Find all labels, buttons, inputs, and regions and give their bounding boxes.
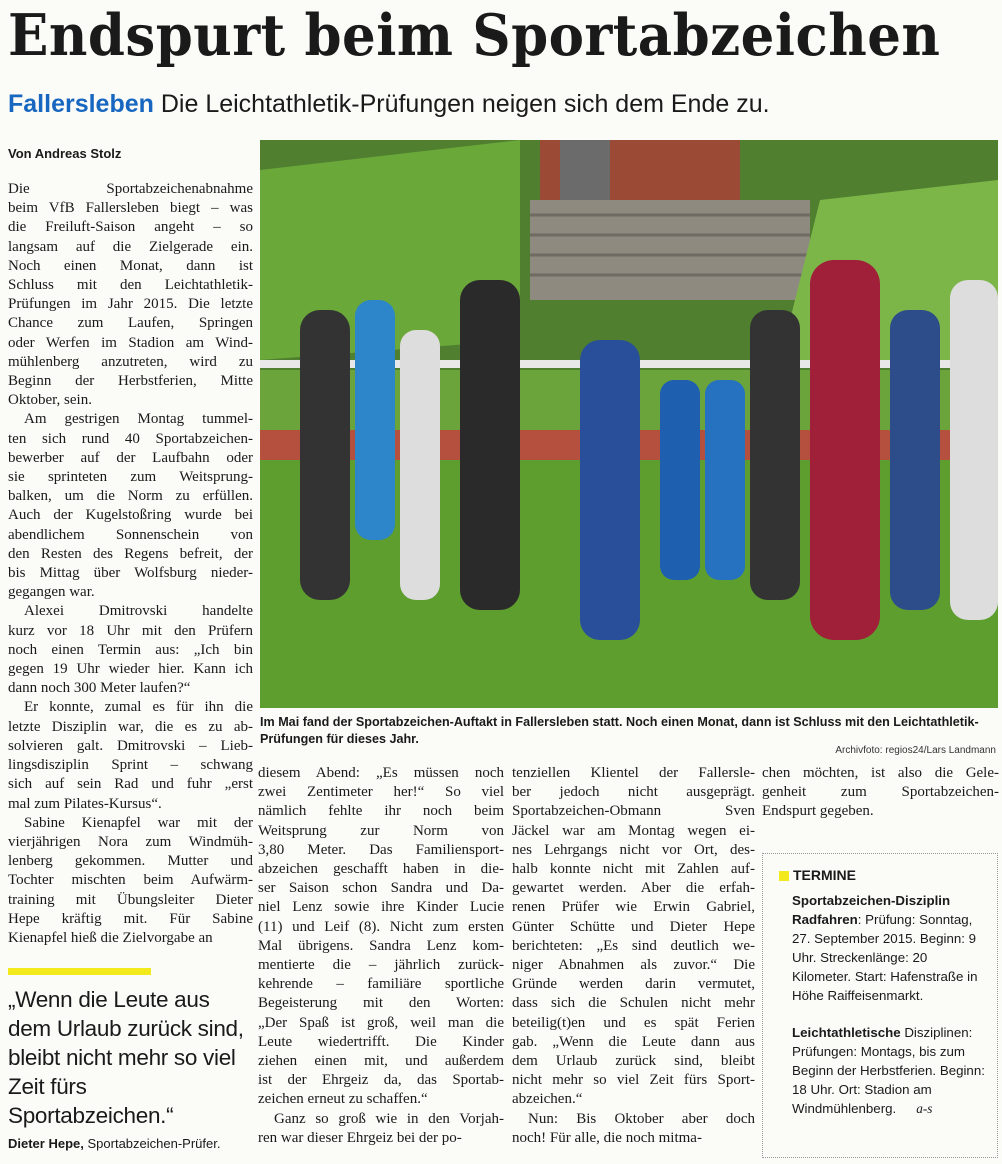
text-line: nes Lehrgangs nicht vor Ort, des- xyxy=(512,841,755,858)
text-line: letzte Disziplin war, die es zu ab- xyxy=(8,718,253,735)
text-line: Hepe kräftig mit. Für Sabine xyxy=(8,910,253,927)
subheadline xyxy=(8,90,770,119)
paragraph xyxy=(762,764,999,822)
pull-quote xyxy=(8,968,253,1151)
text-line: Kienapfel hieß die Zielvorgabe an xyxy=(8,929,213,946)
text-line: Leute wiedertrifft. Die Kinder xyxy=(258,1033,504,1050)
paragraph xyxy=(258,1110,504,1148)
text-line: Schluss mit den Leichtathletik- xyxy=(8,277,253,294)
text-line: ren war dieser Ehrgeiz bei der po- xyxy=(258,1129,462,1146)
photo-caption: Im Mai fand der Sportabzeichen-Auftakt in Fallersleben statt. Noch einen Monat, dann ist Schluss mit den Leichtathletik-Prüfungen für dieses Jahr. xyxy=(260,715,979,746)
text-line: Jäckel war am Montag wegen ei- xyxy=(512,822,755,839)
photo-credit: Archivfoto: regios24/Lars Landmann xyxy=(835,745,996,756)
text-line: abzeichen.“ xyxy=(512,1091,583,1108)
text-line: Die Sportabzeichenabnahme xyxy=(8,181,253,197)
text-line: zwei Zentimeter her!“ So viel xyxy=(258,784,504,801)
text-line: genheit zum Sportabzeichen- xyxy=(762,784,999,801)
paragraph xyxy=(512,1110,755,1148)
text-line: Begeisterung mit den Worten: xyxy=(258,995,504,1012)
pull-quote-source xyxy=(8,1136,253,1151)
text-line: Alexei Dmitrovski handelte xyxy=(24,603,253,620)
text-line: ber jedoch nicht ausgeprägt. xyxy=(512,784,755,801)
text-line: dem Urlaub zurück sind, bleibt xyxy=(512,1053,755,1070)
article-column-3 xyxy=(512,764,755,1148)
text-line: ser Saison schon Sandra und Da- xyxy=(258,880,504,897)
entry-text: : Prüfung: Sonntag, 27. September 2015. Beginn: 9 Uhr. Streckenlänge: 20 Kilometer. Start: Hafenstraße in Höhe Raiffeisenmarkt. xyxy=(792,912,978,1003)
quote-author: Dieter Hepe, xyxy=(8,1136,84,1151)
text-line: Am gestrigen Montag tummel- xyxy=(24,411,253,428)
article-photo xyxy=(260,140,998,708)
text-line: diesem Abend: „Es müssen noch xyxy=(258,765,504,781)
text-line: ziehen einen mit, und außerdem xyxy=(258,1053,504,1070)
text-line: balken, um die Norm zu erfüllen. xyxy=(8,488,253,505)
text-line: mühlenberg anzutreten, wird zu xyxy=(8,353,253,370)
text-line: gab. „Wenn die Leute dann aus xyxy=(512,1033,755,1050)
text-line: Gründe werden darin vermutet, xyxy=(512,976,755,993)
text-line: die Freiluft-Saison angeht – so xyxy=(8,219,253,236)
article-column-2 xyxy=(258,764,504,1148)
paragraph xyxy=(8,180,253,410)
text-line: chen möchten, ist also die Gele- xyxy=(762,765,999,781)
text-line: noch einen Termin aus: „Ich bin xyxy=(8,641,253,658)
text-line: gewartet werden. Aber die erfah- xyxy=(512,880,755,897)
text-line: abendlichem Sonnenschein von xyxy=(8,526,253,543)
text-line: beim VfB Fallersleben biegt – was xyxy=(8,200,253,217)
text-line: sich auf sein Rad und fuhr „erst xyxy=(8,776,253,793)
text-line: bis Mittag über Wolfsburg nieder- xyxy=(8,565,253,582)
termine-heading xyxy=(779,866,989,885)
text-line: Prüfungen im Jahr 2015. Die letzte xyxy=(8,296,253,313)
text-line: Sabine Kienapfel war mit der xyxy=(24,814,253,831)
text-line: mal zum Pilates-Kursus“. xyxy=(8,795,162,812)
text-line: „Der Spaß ist groß, weil man die xyxy=(258,1014,504,1031)
text-line: Er konnte, zumal es für ihn die xyxy=(24,699,253,716)
text-line: beteilig(t)en und es spät Ferien xyxy=(512,1014,755,1031)
pull-quote-text: „Wenn die Leute aus dem Urlaub zurück sind, bleibt nicht mehr so viel Zeit fürs Sportabzeichen.“ xyxy=(8,987,244,1128)
text-line: Auch der Kugelstoßring wurde bei xyxy=(8,507,253,524)
text-line: noch! Für alle, die noch mitma- xyxy=(512,1129,702,1146)
text-line: nicht mehr so viel Zeit fürs Sport- xyxy=(512,1072,755,1089)
text-line: 3,80 Meter. Das Familiensport- xyxy=(258,841,504,858)
location-label: Fallersleben xyxy=(8,90,154,118)
termine-title: TERMINE xyxy=(793,867,856,883)
paragraph xyxy=(8,814,253,948)
text-line: niger Abnahmen als zuvor.“ Die xyxy=(512,957,755,974)
text-line: lenberg gekommen. Mutter und xyxy=(8,853,253,870)
article-column-1 xyxy=(8,180,253,948)
text-line: Sportabzeichen-Obmann Sven xyxy=(512,803,755,820)
text-line: tenziellen Klientel der Fallersle- xyxy=(512,765,755,781)
text-line: ist der Ehrgeiz da, das Sportab- xyxy=(258,1072,504,1089)
entry-title: Leichtathletische xyxy=(792,1025,901,1040)
text-line: langsam auf die Zielgerade ein. xyxy=(8,238,253,255)
text-line: training mit Übungsleiter Dieter xyxy=(8,891,253,908)
author-signature: a-s xyxy=(916,1101,933,1116)
text-line: gegen 19 Uhr wieder hier. Kann ich xyxy=(8,661,253,678)
text-line: Oktober, sein. xyxy=(8,392,92,409)
text-line: niel Lenz sowie ihre Kinder Lucie xyxy=(258,899,504,916)
termine-entry xyxy=(777,1023,989,1118)
text-line: dass sich die Schulen nicht mehr xyxy=(512,995,755,1012)
text-line: abzeichen geschafft haben in die- xyxy=(258,861,504,878)
text-line: gegangen war. xyxy=(8,584,95,601)
entry-title: Sportabzeichen-Disziplin Radfahren xyxy=(792,893,951,927)
headline: Endspurt beim Sportabzeichen xyxy=(8,2,941,69)
text-line: Tochter mischten beim Aufwärm- xyxy=(8,872,253,889)
highlight-bar xyxy=(8,968,151,975)
text-line: kehrende – familiäre sportliche xyxy=(258,976,504,993)
paragraph xyxy=(8,698,253,813)
text-line: Günter Schütte und Dieter Hepe xyxy=(512,918,755,935)
text-line: dann noch 300 Meter laufen?“ xyxy=(8,680,191,697)
text-line: Endspurt gegeben. xyxy=(762,803,874,820)
text-line: kurz vor 18 Uhr mit den Prüfern xyxy=(8,622,253,639)
text-line: Chance zum Laufen, Springen xyxy=(8,315,253,332)
text-line: Noch einen Monat, dann ist xyxy=(8,257,253,274)
text-line: nämlich fehlte ihr noch beim xyxy=(258,803,504,820)
text-line: mentierte die – jährlich zurück- xyxy=(258,957,504,974)
paragraph xyxy=(512,764,755,1110)
quote-role: Sportabzeichen-Prüfer. xyxy=(87,1136,221,1151)
text-line: Nun: Bis Oktober aber doch xyxy=(528,1110,755,1127)
text-line: bewerber auf der Laufbahn oder xyxy=(8,449,253,466)
text-line: ten sich rund 40 Sportabzeichen- xyxy=(8,430,253,447)
termine-box xyxy=(762,853,998,1158)
termine-entry xyxy=(777,891,989,1005)
subheadline-text: Die Leichtathletik-Prüfungen neigen sich dem Ende zu. xyxy=(160,90,770,118)
text-line: Beginn der Herbstferien, Mitte xyxy=(8,373,253,390)
text-line: Weitsprung zur Norm von xyxy=(258,822,504,839)
text-line: lingsdisziplin Sprint – schwang xyxy=(8,757,253,774)
text-line: renen Prüfer wie Erwin Gabriel, xyxy=(512,899,755,916)
text-line: halb konnte nicht mit Zahlen auf- xyxy=(512,861,755,878)
text-line: solvieren galt. Dmitrovski – Lieb- xyxy=(8,737,253,754)
text-line: oder Werfen im Stadion am Wind- xyxy=(8,334,253,351)
article-column-4 xyxy=(762,764,999,822)
text-line: vierjährigen Nora zum Windmüh- xyxy=(8,833,253,850)
runners-photo-illustration xyxy=(260,140,998,708)
paragraph xyxy=(258,764,504,1110)
text-line: den Resten des Regens befreit, der xyxy=(8,545,253,562)
paragraph xyxy=(8,602,253,698)
text-line: berichteten: „Es sind deutlich we- xyxy=(512,937,755,954)
text-line: Mal übrigens. Sandra Lenz kom- xyxy=(258,937,504,954)
text-line: zeichen erneut zu schaffen.“ xyxy=(258,1091,428,1108)
byline: Von Andreas Stolz xyxy=(8,146,122,161)
text-line: (11) und Leif (8). Nicht zum ersten xyxy=(258,918,504,935)
paragraph xyxy=(8,410,253,602)
entry-text: Disziplinen: Prüfungen: Montags, bis zum Beginn der Herbstferien. Beginn: 18 Uhr. Ort: Stadion am Windmühlenberg. xyxy=(792,1025,985,1116)
text-line: Ganz so groß wie in den Vorjah- xyxy=(274,1110,504,1127)
text-line: sie sprinteten zum Weitsprung- xyxy=(8,469,253,486)
yellow-square-icon xyxy=(779,871,789,881)
